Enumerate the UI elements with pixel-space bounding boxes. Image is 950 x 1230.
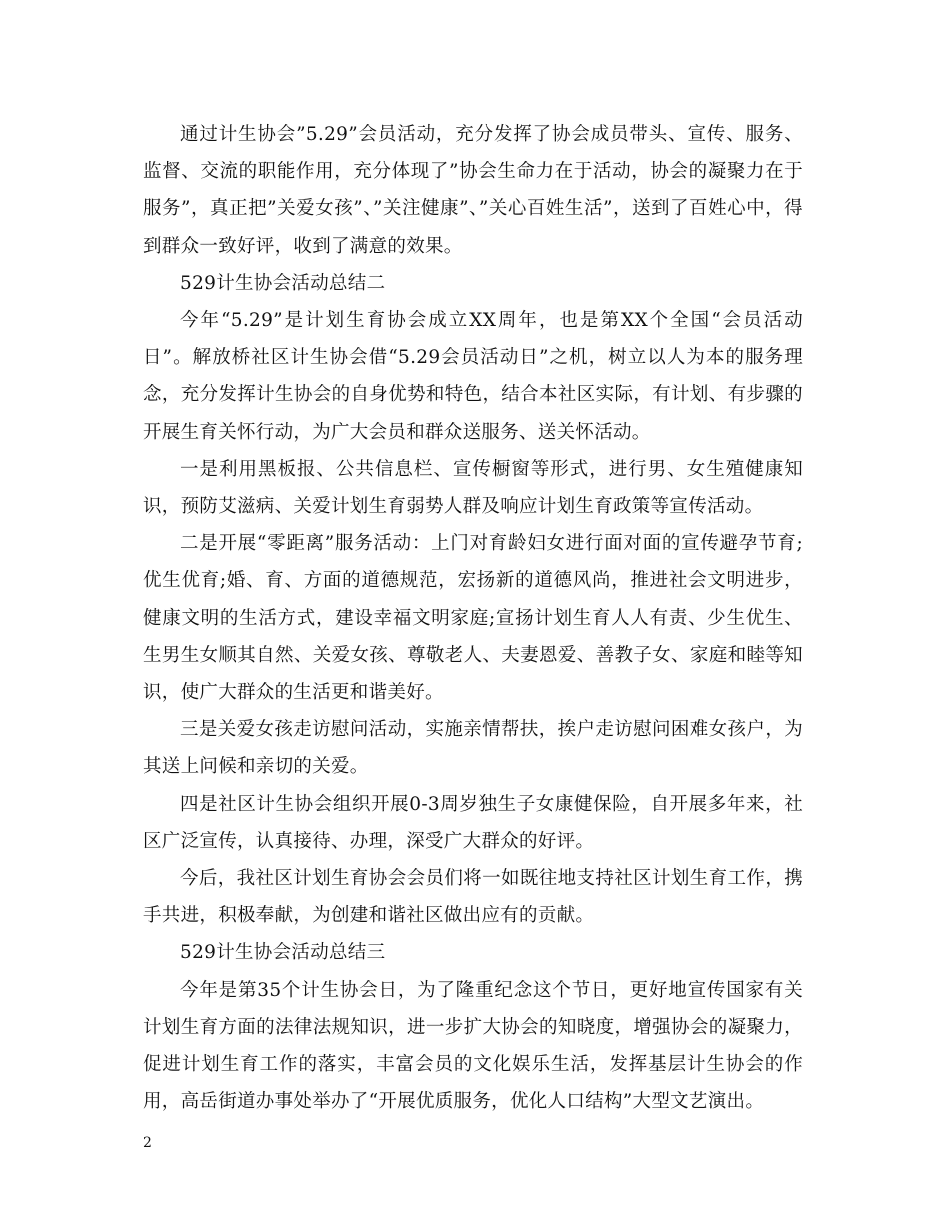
paragraph-item-4: 四是社区计生协会组织开展0-3周岁独生子女康健保险，自开展多年来，社区广泛宣传，认真接待、办理，深受广大群众的好评。 — [143, 793, 803, 852]
paragraph-5-29-activity-summary: 通过计生协会”5.29”会员活动，充分发挥了协会成员带头、宣传、服务、监督、交流的职能作用，充分体现了”协会生命力在于活动，协会的凝聚力在于服务”，真正把”关爱女孩”、”关注健康”、”关心百姓生活”，送到了百姓心中，得到群众一致好评，收到了满意的效果。 — [143, 124, 803, 257]
paragraph-item-2: 二是开展“零距离”服务活动：上门对育龄妇女进行面对面的宣传避孕节育;优生优育;婚、育、方面的道德规范，宏扬新的道德风尚，推进社会文明进步，健康文明的生活方式，建设幸福文明家庭;宣扬计划生育人人有责、少生优生、生男生女顺其自然、关爱女孩、尊敬老人、夫妻恩爱、善教子女、家庭和睦等知识，使广大群众的生活更和谐美好。 — [143, 533, 803, 704]
paragraph-intro-3: 今年是第35个计生协会日，为了隆重纪念这个节日，更好地宣传国家有关计划生育方面的法律法规知识，进一步扩大协会的知晓度，增强协会的凝聚力，促进计划生育工作的落实，丰富会员的文化娱乐生活，发挥基层计生协会的作用，高岳街道办事处举办了“开展优质服务，优化人口结构”大型文艺演出。 — [143, 979, 803, 1113]
section-heading-3: 529计生协会活动总结三 — [180, 942, 386, 964]
section-heading-2: 529计生协会活动总结二 — [180, 272, 386, 294]
paragraph-item-1: 一是利用黑板报、公共信息栏、宣传橱窗等形式，进行男、女生殖健康知识，预防艾滋病、关爱计划生育弱势人群及响应计划生育政策等宣传活动。 — [143, 458, 803, 518]
paragraph-intro-2: 今年“5.29”是计划生育协会成立XX周年，也是第XX个全国“会员活动日”。解放桥社区计生协会借“5.29会员活动日”之机，树立以人为本的服务理念，充分发挥计生协会的自身优势和特色，结合本社区实际，有计划、有步骤的开展生育关怀行动，为广大会员和群众送服务、送关怀活动。 — [143, 310, 803, 443]
paragraph-item-3: 三是关爱女孩走访慰问活动，实施亲情帮扶，挨户走访慰问困难女孩户，为其送上问候和亲切的关爱。 — [143, 719, 803, 778]
document-body — [143, 116, 803, 1120]
page-number: 2 — [143, 1135, 152, 1151]
paragraph-conclusion-2: 今后，我社区计划生育协会会员们将一如既往地支持社区计划生育工作，携手共进，积极奉献，为创建和谐社区做出应有的贡献。 — [143, 868, 803, 927]
